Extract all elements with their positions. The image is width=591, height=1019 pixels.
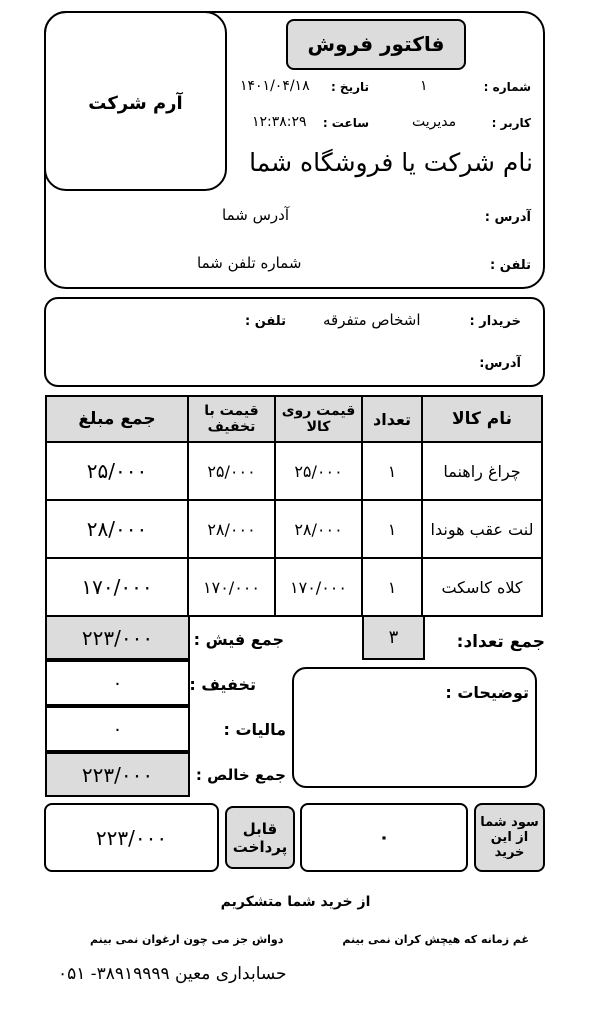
- item-discounted-price: ۲۵/۰۰۰: [188, 442, 275, 500]
- item-discounted-price: ۱۷۰/۰۰۰: [188, 558, 275, 616]
- payable-value: ۲۲۳/۰۰۰: [44, 803, 219, 872]
- item-quantity: ۱: [362, 442, 422, 500]
- item-total: ۲۸/۰۰۰: [46, 500, 188, 558]
- item-quantity: ۱: [362, 500, 422, 558]
- buyer-label: خریدار :: [469, 314, 521, 329]
- items-table: [45, 395, 543, 617]
- net-total-label: جمع خالص :: [195, 766, 286, 784]
- net-total-value: ۲۲۳/۰۰۰: [45, 752, 190, 797]
- logo-text: آرم شرکت: [88, 93, 183, 114]
- item-discounted-price: ۲۸/۰۰۰: [188, 500, 275, 558]
- notes-label: توضیحات :: [445, 683, 529, 702]
- item-list-price: ۲۵/۰۰۰: [275, 442, 362, 500]
- buyer-phone-label: تلفن :: [245, 314, 286, 329]
- item-total: ۲۵/۰۰۰: [46, 442, 188, 500]
- phone-label: تلفن :: [490, 258, 531, 273]
- col-quantity: تعداد: [362, 396, 422, 442]
- col-discounted-price: قیمت با تخفیف: [188, 396, 275, 442]
- slogan-line-2: دواش جز می چون ارغوان نمی بینم: [90, 933, 284, 946]
- discount-value: ۰: [45, 660, 190, 706]
- company-name: نام شرکت یا فروشگاه شما: [249, 148, 533, 177]
- item-name: چراغ راهنما: [422, 442, 542, 500]
- discount-label: تخفیف :: [189, 675, 256, 694]
- tax-label: مالیات :: [223, 720, 286, 739]
- count-value: ۳: [362, 615, 425, 660]
- tax-value: ۰: [45, 706, 190, 752]
- table-row: [46, 500, 542, 558]
- number-label: شماره :: [483, 80, 531, 94]
- thanks-message: از خرید شما متشکریم: [220, 894, 371, 910]
- item-name: لنت عقب هوندا: [422, 500, 542, 558]
- buyer-value: اشخاص متفرقه: [323, 311, 421, 329]
- buyer-info: [44, 297, 545, 387]
- buyer-address-label: آدرس:: [479, 356, 521, 371]
- profit-label: سود شما از این خرید: [474, 803, 545, 872]
- phone-value: شماره تلفن شما: [197, 254, 302, 272]
- notes-box: [292, 667, 537, 788]
- invoice-title-box: [286, 19, 466, 70]
- slogan-line-1: غم زمانه که هیچش کران نمی بینم: [342, 933, 529, 946]
- company-logo-placeholder: [44, 11, 227, 191]
- table-header-row: [46, 396, 542, 442]
- item-total: ۱۷۰/۰۰۰: [46, 558, 188, 616]
- user-value: مدیریت: [412, 114, 457, 130]
- address-label: آدرس :: [484, 210, 531, 225]
- user-label: کاربر :: [491, 116, 531, 130]
- col-list-price: قیمت روی کالا: [275, 396, 362, 442]
- profit-value: ۰: [300, 803, 468, 872]
- payable-label: قابل پرداخت: [225, 806, 295, 869]
- credit-line: حسابداری معین ۳۸۹۱۹۹۹۹- ۰۵۱: [58, 964, 287, 984]
- item-list-price: ۱۷۰/۰۰۰: [275, 558, 362, 616]
- receipt-total-value: ۲۲۳/۰۰۰: [45, 615, 190, 660]
- col-row-total: جمع مبلغ: [46, 396, 188, 442]
- address-value: آدرس شما: [222, 206, 289, 224]
- number-value: ۱: [420, 78, 428, 94]
- table-row: [46, 558, 542, 616]
- date-value: ۱۴۰۱/۰۴/۱۸: [240, 78, 310, 94]
- time-value: ۱۲:۳۸:۲۹: [252, 114, 307, 130]
- time-label: ساعت :: [322, 116, 369, 130]
- item-list-price: ۲۸/۰۰۰: [275, 500, 362, 558]
- date-label: تاریخ :: [330, 80, 369, 94]
- item-quantity: ۱: [362, 558, 422, 616]
- count-label: جمع تعداد:: [456, 632, 545, 652]
- invoice-title: فاکتور فروش: [307, 32, 445, 56]
- col-item-name: نام کالا: [422, 396, 542, 442]
- receipt-total-label: جمع فیش :: [193, 630, 284, 649]
- item-name: کلاه کاسکت: [422, 558, 542, 616]
- table-row: [46, 442, 542, 500]
